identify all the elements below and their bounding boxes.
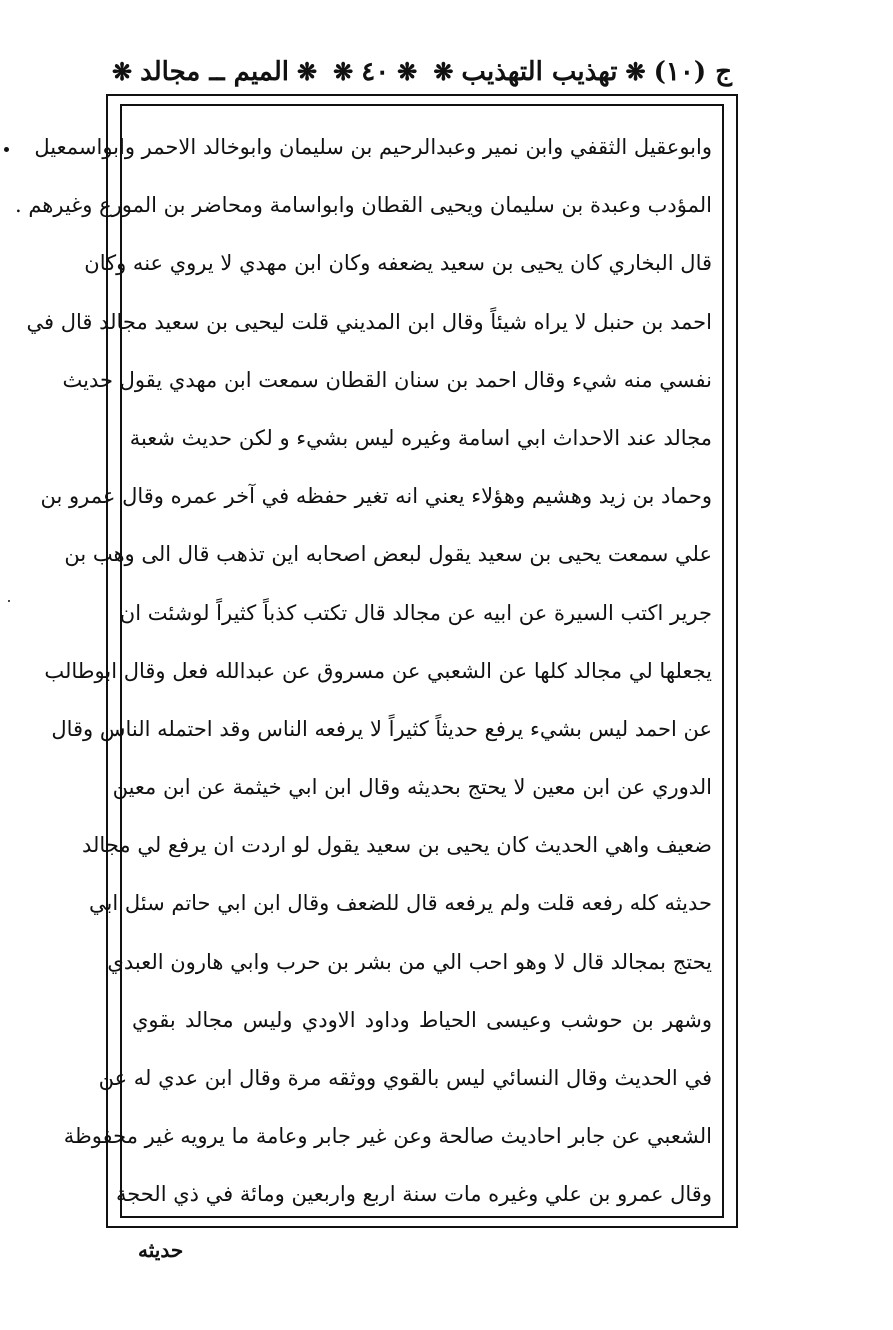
page-number: ٤٠ bbox=[361, 57, 390, 87]
main-text bbox=[14, 118, 712, 1224]
ornament-icon: ❋ bbox=[433, 57, 454, 86]
volume-label: ج (١٠) bbox=[653, 57, 732, 87]
text-line: وشهر بن حوشب وعيسى الحياط وداود الاودي وليس مجالد بقوي bbox=[132, 1007, 712, 1032]
ornament-icon: ❋ bbox=[333, 57, 354, 86]
header-center-group bbox=[333, 57, 417, 87]
header-right-group bbox=[433, 57, 732, 87]
margin-mark bbox=[8, 600, 10, 602]
text-line: ضعيف واهي الحديث كان يحيى بن سعيد يقول لو اردت ان يرفع لي مجالد bbox=[82, 833, 712, 858]
text-line: جرير اكتب السيرة عن ابيه عن مجالد قال تكتب كذباً كثيراً لوشئت ان bbox=[119, 600, 712, 625]
catchword: حديثه bbox=[138, 1238, 184, 1262]
text-line: وقال عمرو بن علي وغيره مات سنة اربع واربعين ومائة في ذي الحجة bbox=[115, 1182, 712, 1207]
text-line: يجعلها لي مجالد كلها عن الشعبي عن مسروق عن عبدالله فعل وقال ابوطالب bbox=[44, 658, 712, 683]
text-line: الدوري عن ابن معين لا يحتج بحديثه وقال ابن ابي خيثمة عن ابن معين bbox=[112, 775, 712, 800]
text-line: قال البخاري كان يحيى بن سعيد يضعفه وكان ابن مهدي لا يروي عنه وكان bbox=[84, 251, 712, 276]
text-line: يحتج بمجالد قال لا وهو احب الي من بشر بن حرب وابي هارون العبدي bbox=[107, 949, 712, 974]
text-line: نفسي منه شيء وقال احمد بن سنان القطان سمعت ابن مهدي يقول حديث bbox=[62, 367, 712, 392]
text-line: المؤدب وعبدة بن سليمان ويحيى القطان وابواسامة ومحاضر بن المورع وغيرهم . bbox=[14, 193, 712, 218]
text-line: وابوعقيل الثقفي وابن نمير وعبدالرحيم بن سليمان وابوخالد الاحمر وابواسمعيل bbox=[34, 135, 712, 159]
ornament-icon: ❋ bbox=[397, 57, 418, 86]
text-line: حديثه كله رفعه قلت ولم يرفعه قال للضعف وقال ابن ابي حاتم سئل ابي bbox=[88, 891, 712, 916]
ornament-icon: ❋ bbox=[625, 57, 646, 86]
text-line: الشعبي عن جابر احاديث صالحة وعن غير جابر وعامة ما يرويه غير محفوظة bbox=[63, 1124, 712, 1149]
text-line: علي سمعت يحيى بن سعيد يقول لبعض اصحابه اين تذهب قال الى وهب بن bbox=[64, 542, 712, 567]
header-left-group bbox=[112, 57, 317, 87]
section-title: الميم ــ مجالد bbox=[140, 57, 289, 87]
ornament-icon: ❋ bbox=[112, 57, 133, 86]
text-line: في الحديث وقال النسائي ليس بالقوي ووثقه مرة وقال ابن عدي له عن bbox=[98, 1066, 712, 1090]
text-line: احمد بن حنبل لا يراه شيئاً وقال ابن المديني قلت ليحيى بن سعيد مجالد قال في bbox=[26, 309, 712, 334]
running-header bbox=[112, 52, 732, 92]
text-line: وحماد بن زيد وهشيم وهؤلاء يعني انه تغير حفظه في آخر عمره وقال عمرو بن bbox=[40, 484, 712, 509]
margin-mark bbox=[4, 147, 9, 152]
text-line: عن احمد ليس بشيء يرفع حديثاً كثيراً لا يرفعه الناس وقد احتمله الناس وقال bbox=[51, 716, 712, 741]
text-line: مجالد عند الاحداث ابي اسامة وغيره ليس بشيء و لكن حديث شعبة bbox=[129, 425, 712, 450]
ornament-icon: ❋ bbox=[296, 57, 318, 86]
book-title: تهذيب التهذيب bbox=[461, 57, 618, 87]
